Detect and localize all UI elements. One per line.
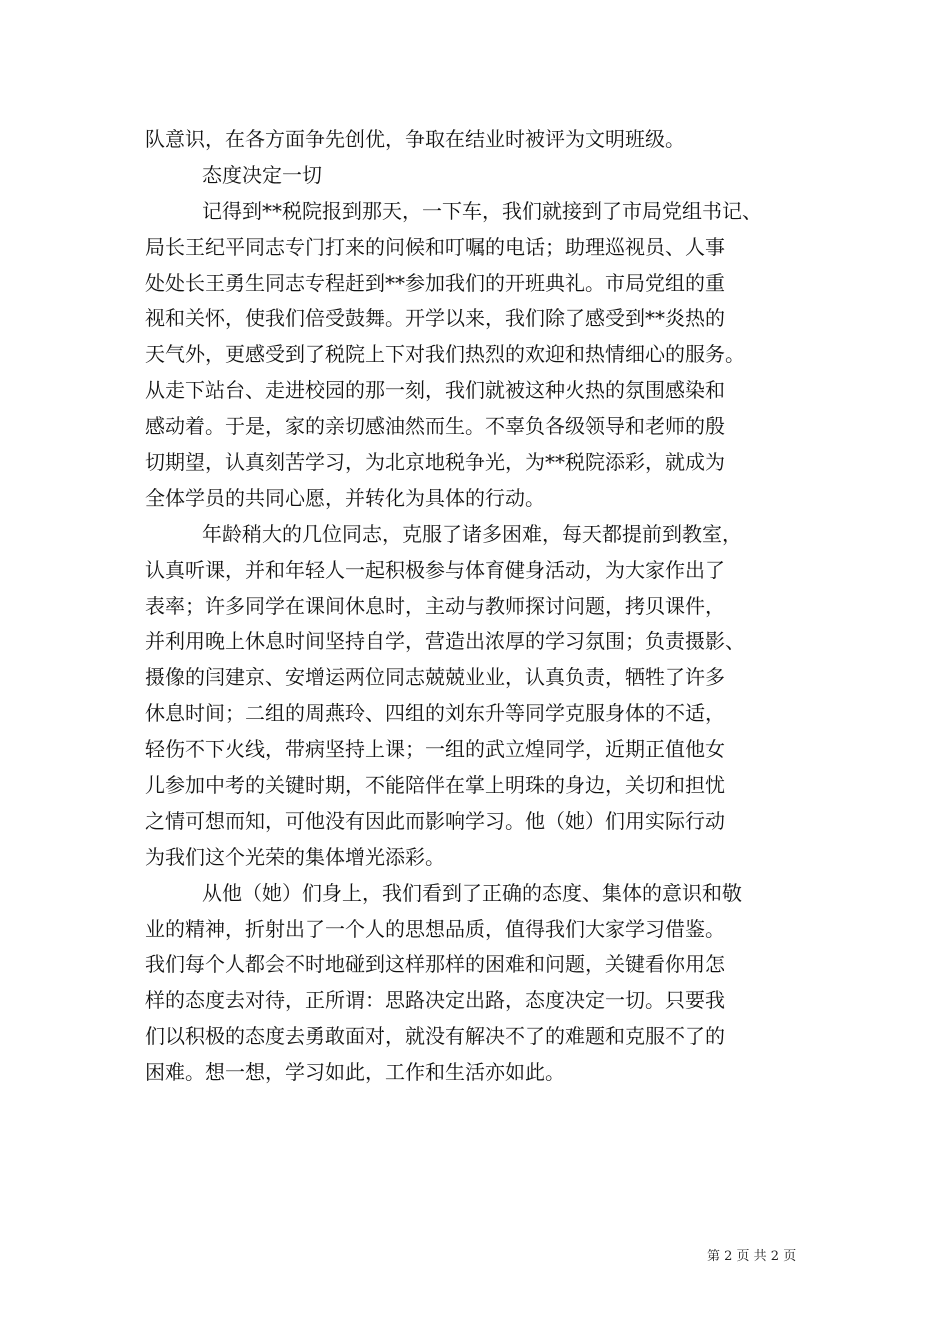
paragraph-first-line: 从他（她）们身上，我们看到了正确的态度、集体的意识和敬: [202, 880, 742, 905]
text-line: 切期望，认真刻苦学习，为北京地税争光，为**税院添彩，就成为: [145, 450, 725, 475]
text-line: 视和关怀，使我们倍受鼓舞。开学以来，我们除了感受到**炎热的: [145, 306, 725, 331]
text-line: 从走下站台、走进校园的那一刻，我们就被这种火热的氛围感染和: [145, 378, 725, 403]
text-line: 业的精神，折射出了一个人的思想品质，值得我们大家学习借鉴。: [145, 916, 725, 941]
text-line: 轻伤不下火线，带病坚持上课；一组的武立煌同学，近期正值他女: [145, 737, 725, 762]
text-line: 局长王纪平同志专门打来的问候和叮嘱的电话；助理巡视员、人事: [145, 234, 725, 259]
text-line: 全体学员的共同心愿，并转化为具体的行动。: [145, 485, 545, 510]
text-line: 样的态度去对待，正所谓：思路决定出路，态度决定一切。只要我: [145, 988, 725, 1013]
paragraph-first-line: 年龄稍大的几位同志，克服了诸多困难，每天都提前到教室，: [202, 521, 742, 546]
text-line: 儿参加中考的关键时期，不能陪伴在掌上明珠的身边，关切和担忧: [145, 773, 725, 798]
page-indicator: 第 2 页 共 2 页: [707, 1249, 797, 1264]
body-text: [145, 122, 825, 1091]
text-line: 感动着。于是，家的亲切感油然而生。不辜负各级领导和老师的殷: [145, 414, 725, 439]
text-line: 并利用晚上休息时间坚持自学，营造出浓厚的学习氛围；负责摄影、: [145, 629, 745, 654]
text-line: 天气外，更感受到了税院上下对我们热烈的欢迎和热情细心的服务。: [145, 342, 745, 367]
text-line: 我们每个人都会不时地碰到这样那样的困难和问题，关键看你用怎: [145, 952, 725, 977]
section-heading: 态度决定一切: [202, 162, 322, 187]
text-line: 们以积极的态度去勇敢面对，就没有解决不了的难题和克服不了的: [145, 1024, 725, 1049]
text-line: 休息时间；二组的周燕玲、四组的刘东升等同学克服身体的不适，: [145, 701, 725, 726]
paragraph-first-line: 记得到**税院报到那天，一下车，我们就接到了市局党组书记、: [202, 198, 762, 223]
text-line: 为我们这个光荣的集体增光添彩。: [145, 844, 445, 869]
text-line: 队意识，在各方面争先创优，争取在结业时被评为文明班级。: [145, 127, 685, 151]
text-line: 摄像的闫建京、安增运两位同志兢兢业业，认真负责，牺牲了许多: [145, 665, 725, 690]
text-line: 之情可想而知，可他没有因此而影响学习。他（她）们用实际行动: [145, 808, 725, 833]
text-line: 认真听课，并和年轻人一起积极参与体育健身活动，为大家作出了: [145, 557, 725, 582]
text-line: 表率；许多同学在课间休息时，主动与教师探讨问题，拷贝课件，: [145, 593, 725, 618]
text-line: 处处长王勇生同志专程赶到**参加我们的开班典礼。市局党组的重: [145, 270, 725, 295]
text-line: 困难。想一想，学习如此，工作和生活亦如此。: [145, 1060, 565, 1085]
